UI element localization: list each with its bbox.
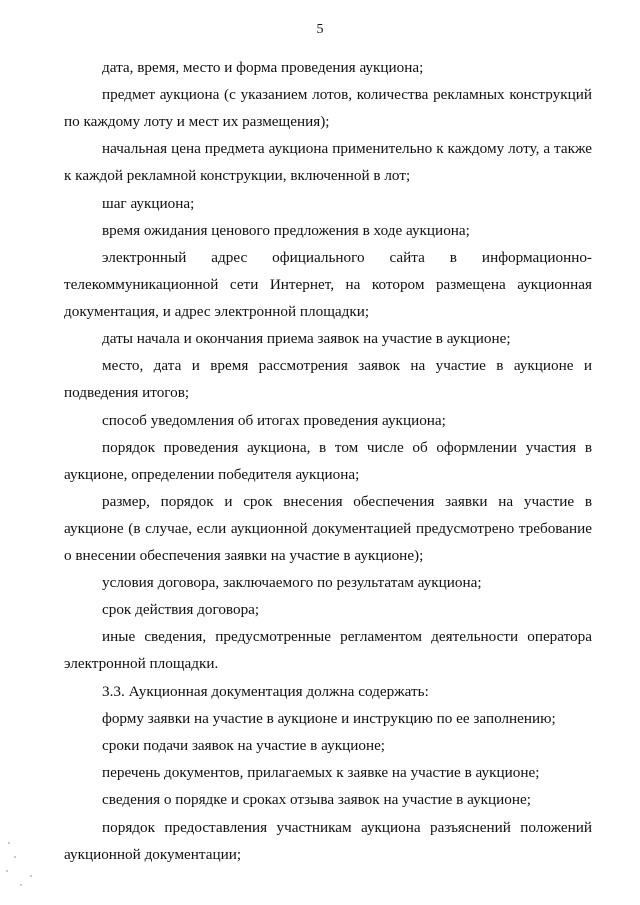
paragraph-auction-datetime: дата, время, место и форма проведения аукциона; — [102, 59, 424, 76]
section-heading-3-3: 3.3. Аукционная документация должна содержать: — [102, 682, 429, 700]
paragraph-document-list: перечень документов, прилагаемых к заявке на участие в аукционе; — [102, 764, 540, 782]
scan-speck — [14, 856, 16, 858]
scan-speck — [6, 870, 8, 872]
paragraph-contract-terms: условия договора, заключаемого по результатам аукциона; — [102, 574, 482, 592]
paragraph-notification-method: способ уведомления об итогах проведения аукциона; — [102, 411, 446, 429]
paragraph-auction-subject: предмет аукциона (с указанием лотов, количества рекламных конструкций по каждому лоту и мест их размещения); — [64, 86, 592, 131]
paragraph-contract-duration: срок действия договора; — [102, 601, 260, 619]
paragraph-initial-price: начальная цена предмета аукциона применительно к каждому лоту, а также к каждой рекламной конструкции, включенной в лот; — [64, 140, 592, 185]
paragraph-application-form: форму заявки на участие в аукционе и инструкцию по ее заполнению; — [102, 709, 556, 727]
paragraph-clarifications: порядок предоставления участникам аукциона разъяснений положений аукционной документации; — [64, 818, 592, 863]
paragraph-withdrawal-terms: сведения о порядке и сроках отзыва заявок на участие в аукционе; — [102, 791, 531, 809]
scan-speck — [20, 884, 22, 886]
paragraph-application-dates: даты начала и окончания приема заявок на участие в аукционе; — [102, 330, 511, 348]
paragraph-website-address: электронный адрес официального сайта в информационно-телекоммуникационной сети Интернет, на котором размещена аукционная документация, и адрес электронной площадки; — [64, 248, 592, 320]
paragraph-security-deposit: размер, порядок и срок внесения обеспечения заявки на участие в аукционе (в случае, если аукционной документацией предусмотрено требование о внесении обеспечения заявки на участие в аукционе); — [64, 492, 592, 564]
paragraph-submission-deadlines: сроки подачи заявок на участие в аукционе; — [102, 737, 386, 754]
scan-speck — [8, 842, 10, 844]
document-body — [64, 54, 592, 868]
scan-speck — [30, 875, 32, 877]
paragraph-waiting-time: время ожидания ценового предложения в ходе аукциона; — [102, 221, 470, 239]
paragraph-review-place: место, дата и время рассмотрения заявок на участие в аукционе и подведения итогов; — [64, 357, 592, 402]
paragraph-other-info: иные сведения, предусмотренные регламентом деятельности оператора электронной площадки. — [64, 628, 592, 673]
page-number: 5 — [316, 22, 324, 37]
paragraph-auction-procedure: порядок проведения аукциона, в том числе об оформлении участия в аукционе, определении победителя аукциона; — [64, 438, 592, 483]
paragraph-auction-step: шаг аукциона; — [102, 194, 195, 212]
